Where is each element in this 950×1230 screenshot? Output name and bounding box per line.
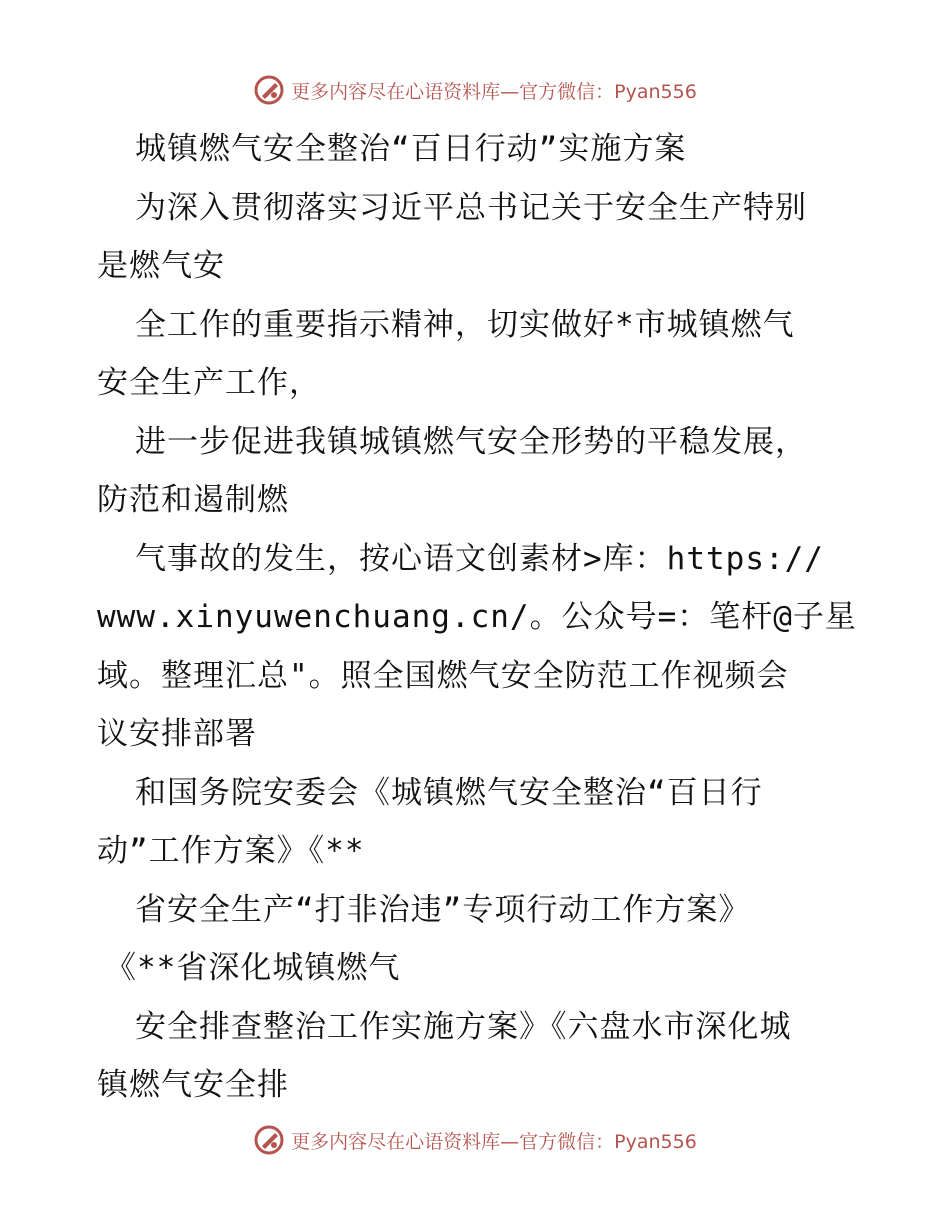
paragraph-line: 安全排查整治工作实施方案》《六盘水市深化城 xyxy=(135,1008,792,1045)
document-title: 城镇燃气安全整治“百日行动”实施方案 xyxy=(135,131,687,167)
footer-banner-text: 更多内容尽在心语资料库—官方微信：Pyan556 xyxy=(291,1130,697,1153)
paragraph-line: 安全生产工作， xyxy=(97,365,321,401)
paragraph-line: 防范和遏制燃 xyxy=(97,482,289,518)
paragraph-line: www.xinyuwenchuang.cn/。公众号=：笔杆@子星 xyxy=(97,599,857,635)
paragraph-line: 域。整理汇总"。照全国燃气安全防范工作视频会 xyxy=(97,657,789,694)
paragraph-line: 省安全生产“打非治违”专项行动工作方案》 xyxy=(135,891,751,928)
paragraph-line: 和国务院安委会《城镇燃气安全整治“百日行 xyxy=(135,774,763,811)
paragraph-line: 动”工作方案》《** xyxy=(97,833,365,869)
paragraph-line: 是燃气安 xyxy=(97,248,225,284)
paragraph-line: 全工作的重要指示精神，切实做好*市城镇燃气 xyxy=(135,306,795,343)
paragraph-line: 议安排部署 xyxy=(97,716,257,752)
footer-banner xyxy=(0,1120,950,1160)
paragraph-line: 进一步促进我镇城镇燃气安全形势的平稳发展， xyxy=(135,423,807,460)
header-banner-text: 更多内容尽在心语资料库—官方微信：Pyan556 xyxy=(291,80,697,103)
brand-logo-icon xyxy=(253,74,285,106)
paragraph-line: 为深入贯彻落实习近平总书记关于安全生产特别 xyxy=(135,189,807,226)
header-banner xyxy=(0,70,950,110)
document-body xyxy=(97,120,857,1115)
paragraph-line: 《**省深化城镇燃气 xyxy=(105,950,401,986)
paragraph-line: 气事故的发生，按心语文创素材>库：https:// xyxy=(135,540,824,577)
brand-logo-icon xyxy=(253,1124,285,1156)
paragraph-line: 镇燃气安全排 xyxy=(97,1067,289,1103)
